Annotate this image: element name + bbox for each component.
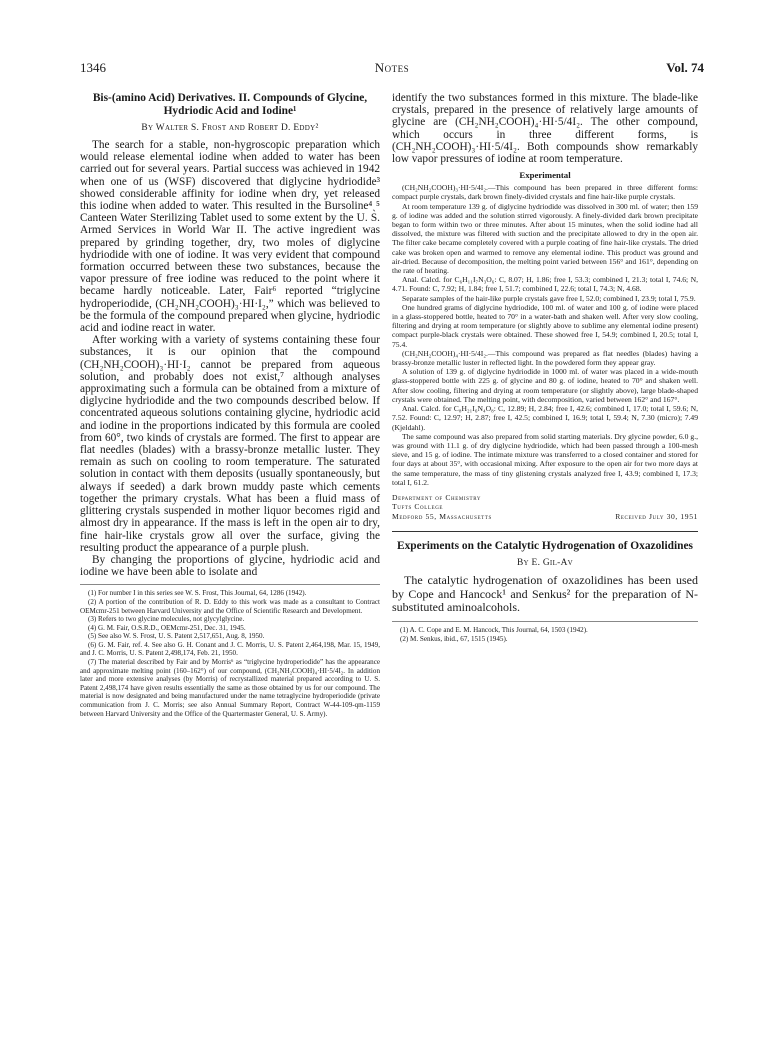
footnote-rule — [392, 621, 698, 622]
running-header — [80, 60, 704, 78]
experimental-paragraph: Anal. Calcd. for C₈H₂₁I₆N₄O₈: C, 12.89; H, 2.84; free I, 42.6; combined I, 17.0; total I, 59.6; N, 7.52. Found: C, 12.97; H, 2.87; free I, 42.5; combined I, 16.9; total I, 59.4; N, 7.30 (micro); 7.49 (Kjeldahl). — [392, 404, 698, 432]
footnote: (5) See also W. S. Frost, U. S. Patent 2,517,651, Aug. 8, 1950. — [88, 632, 265, 641]
footnote: (3) Refers to two glycine molecules, not glycylglycine. — [88, 615, 245, 624]
footnote: (4) G. M. Fair, O.S.R.D., OEMcmr-251, Dec. 31, 1945. — [88, 623, 246, 632]
experimental-heading: Experimental — [519, 170, 571, 181]
body-paragraph: After working with a variety of systems containing these four substances, it is our opinion that the compound (CH₂NH₂COOH)₃·HI·I₂ cannot be prepared from aqueous solution, and probably does not exist,⁷ although analyses approximating such a formula can be obtained from a mixture of diglycine hydriodide and the two compounds described below. If concentrated aqueous solutions containing glycine, hydriodic acid and iodine in the proportions indicated by this formula are cooled from 60°, two kinds of crystals are formed. The first to appear are flat needles (blades) with a brassy-bronze metallic luster. They remain as such on cooling to room temperature. The saturated solution in contact with them deposits (usually spontaneously, but always if seeded) a dark brown muddy paste which cements together the primary crystals. What has been a fluid mass of glittering crystals suspended in mother liquor becomes rigid and almost dry in appearance. If the mass is left in the open air to dry, fine hair-like crystals grow all over the surface, giving the resulting product the appearance of a purple plush. — [80, 334, 380, 554]
article-authors: By Walter S. Frost and Robert D. Eddy² — [141, 123, 319, 133]
experimental-paragraph: One hundred grams of diglycine hydriodide, 100 ml. of water and 100 g. of iodine were placed in a glass-stoppered bottle, heated to 70° in a water-bath and shaken well. After very slow cooling, filtering and drying at room temperature (or slightly above to sublime any elemental iodine present) compact purple-black crystals were obtained. These showed free I, 54.9; combined I, 20.5; total I, 75.4. — [392, 302, 698, 349]
article-body-left — [80, 139, 380, 578]
footnote: (7) The material described by Fair and by Morris⁶ as “triglycine hydroperiodide” has the appearance and approximate melting point (160–162°) of our compound, (CH₂NH₂COOH)₄·HI·5/4I₂. In addition later and more extensive analyses (by Morris) of recrystallized material prepared according to U. S. Patent 2,498,174 have given results essentially the same as those obtained by us for our compound. The material is now designated and being manufactured under the name tetraglycine hydroperiodide (private communication from J. C. Morris; see also Annual Summary Report, Contract W-44-109-qm-1159 between Harvard University and the Office of the Quartermaster General, U. S. Army). — [80, 658, 380, 718]
experimental-section — [392, 183, 698, 487]
experimental-paragraph: Anal. Calcd. for C₆H₁₁I₇N₃O₆: C, 8.07; H, 1.86; free I, 53.3; combined I, 21.3; total I, 74.6; N, 4.71. Found: C, 7.92; H, 1.84; free I, 51.7; combined I, 22.6; total I, 74.3; N, 4.68. — [392, 275, 698, 294]
affiliation-block — [392, 493, 698, 522]
experimental-paragraph: The same compound was also prepared from solid starting materials. Dry glycine powder, 6.0 g., was ground with 11.1 g. of dry diglycine hydriodide, which had been passed through a 100-mesh sieve, and 15 g. of iodine. The intimate mixture was transferred to a closed container and stored for four days at about 35°, with occasional mixing. After exposure to the open air for two more days at the same temperature, the mass of tiny glistening crystals analyzed free I, 43.9; combined I, 17.3; total I, 61.2. — [392, 431, 698, 487]
body-paragraph: By changing the proportions of glycine, hydriodic acid and iodine we have been able to isolate and — [80, 553, 380, 579]
experimental-paragraph: (CH₂NH₂COOH)₃·HI·5/4I₂.—This compound has been prepared in three different forms: compact purple crystals, dark brown finely-divided crystals and fine hair-like purple crystals. — [392, 183, 698, 202]
received-date: Received July 30, 1951 — [615, 511, 698, 521]
footnote: (2) A portion of the contribution of R. D. Eddy to this work was made as a consultant to Contract OEMcmr-251 between Harvard University and the Office of Scientific Research and Development. — [80, 597, 380, 615]
experimental-paragraph: Separate samples of the hair-like purple crystals gave free I, 52.0; combined I, 23.9; total I, 75.9. — [402, 293, 696, 303]
footnotes — [80, 589, 380, 718]
footnote: (2) M. Senkus, ibid., 67, 1515 (1945). — [400, 634, 508, 643]
article-separator — [392, 531, 698, 532]
footnote-rule — [80, 584, 380, 585]
article2-body — [392, 574, 698, 615]
article2-author: By E. Gil-Av — [517, 558, 573, 569]
article-title: Bis-(amino Acid) Derivatives. II. Compounds of Glycine, Hydriodic Acid and Iodine¹ — [92, 92, 368, 117]
body-paragraph-continued: identify the two substances formed in this mixture. The blade-like crystals, prepared in the presence of relatively large amounts of glycine are (CH₂NH₂COOH)₄·HI·5/4I₂. The other compound, which occurs in three different forms, is (CH₂NH₂COOH)₃·HI·5/4I₂. Both compounds show remarkably low vapor pressures of iodine at room temperature. — [392, 92, 698, 166]
left-column — [80, 92, 380, 718]
department-name: Department of Chemistry — [392, 492, 482, 502]
section-name: Notes — [374, 60, 410, 75]
city-name: Medford 55, Massachusetts — [392, 511, 492, 521]
footnote: (1) For number I in this series see W. S. Frost, This Journal, 64, 1286 (1942). — [88, 589, 307, 598]
article2-title: Experiments on the Catalytic Hydrogenation of Oxazolidines — [397, 540, 693, 553]
experimental-paragraph: (CH₂NH₂COOH)₄·HI·5/4I₂.—This compound was prepared as flat needles (blades) having a brassy-bronze metallic luster in reflected light. In the powdered form they appear gray. — [392, 348, 698, 368]
college-name: Tufts College — [392, 502, 444, 512]
article-body-right — [392, 92, 698, 165]
footnote: (1) A. C. Cope and E. M. Hancock, This Journal, 64, 1503 (1942). — [400, 625, 588, 634]
volume-number: Vol. 74 — [666, 60, 704, 75]
article2-footnotes — [392, 626, 698, 643]
footnote: (6) G. M. Fair, ref. 4. See also G. H. Conant and J. C. Morris, U. S. Patent 2,464,198, Mar. 15, 1949, and J. C. Morris, U. S. Patent 2,498,174, Feb. 21, 1950. — [80, 640, 380, 658]
experimental-paragraph: At room temperature 139 g. of diglycine hydriodide was dissolved in 300 ml. of water; then 159 g. of iodine was added and the solution stirred vigorously. A finely-divided dark brown precipitate began to form within two or three minutes. After about 15 minutes, when the solid iodine had all dissolved, the mixture was filtered with suction and the precipitate allowed to dry in the open air. The filter cake became completely covered with a purple coating of fine hair-like crystals. The dried cake was broken open and warmed to remove any elemental iodine. This product was ground and air-dried. Because of decomposition, the melting point varied between 156° and 161°, depending on the rate of heating. — [392, 201, 698, 276]
experimental-paragraph: A solution of 139 g. of diglycine hydriodide in 1000 ml. of water was placed in a wide-mouth glass-stoppered bottle with 225 g. of glycine and 80 g. of iodine, heated to 70° and shaken well. After slow cooling, filtering and drying at room temperature (or slightly above), large blade-shaped crystals were obtained. The melting point, with decomposition, varied between 162° and 167°. — [392, 367, 698, 404]
page-number: 1346 — [80, 60, 106, 75]
body-paragraph: The catalytic hydrogenation of oxazolidines has been used by Cope and Hancock¹ and Senkus² for the preparation of N-substituted aminoalcohols. — [392, 573, 698, 615]
right-column — [392, 92, 698, 643]
body-paragraph: The search for a stable, non-hygroscopic preparation which would release elemental iodine when added to water has been carried out for several years. Partial success was achieved in 1942 when one of us (WSF) discovered that diglycine hydriodide³ showed considerable affinity for iodine when dry, yet released this iodine when added to water. This resulted in the Bursoline⁴ˎ⁵ Canteen Water Sterilizing Tablet used to some extent by the U. S. Armed Services in World War II. The active ingredient was prepared by grinding together, dry, two moles of diglycine hydriodide with one of iodine. It was very evident that compound formation occurred between these two substances, because the vapor pressure of free iodine was reduced to the point where it became hardly noticeable. Later, Fair⁶ reported “triglycine hydroperiodide, (CH₂NH₂COOH)₃·HI·I₂,” which was believed to be the formula of the compound prepared when glycine, hydriodic acid and iodine react in water. — [80, 139, 380, 335]
